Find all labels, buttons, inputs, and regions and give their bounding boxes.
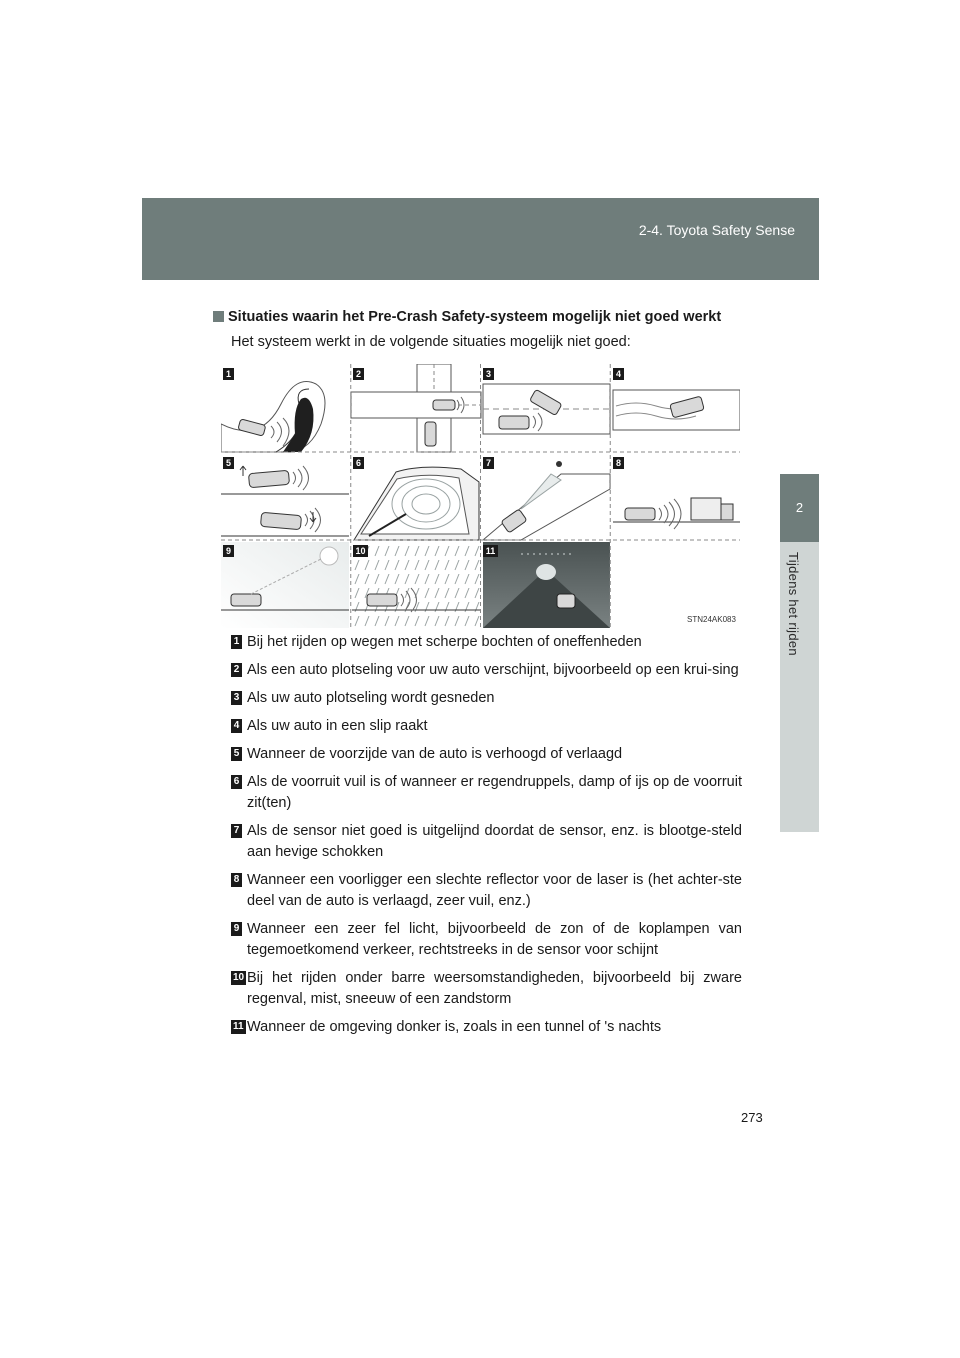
item-number-badge: 9 xyxy=(231,922,242,936)
list-item xyxy=(231,968,742,1010)
list-item xyxy=(231,744,742,765)
panel-11 xyxy=(483,542,610,628)
item-text: Als de sensor niet goed is uitgelijnd doordat de sensor, enz. is blootge-steld aan hevige schokken xyxy=(247,823,742,860)
item-text: Wanneer de voorzijde van de auto is verhoogd of verlaagd xyxy=(247,746,623,762)
item-text: Wanneer de omgeving donker is, zoals in een tunnel of 's nachts xyxy=(247,1019,662,1035)
list-item xyxy=(231,688,742,709)
item-number-badge: 3 xyxy=(231,691,242,705)
panel-5 xyxy=(221,466,349,536)
square-bullet-icon xyxy=(213,311,224,322)
panel-label-1: 1 xyxy=(225,369,232,379)
item-text: Wanneer een zeer fel licht, bijvoorbeeld de zon of de koplampen van tegemoetkomend verkeer, rechtstreeks in de sensor voor schijnt xyxy=(247,921,742,958)
chapter-tab-number xyxy=(780,474,819,542)
list-item xyxy=(231,821,742,863)
panel-2 xyxy=(351,364,481,452)
item-text: Als uw auto plotseling wordt gesneden xyxy=(247,690,495,706)
section-title-text: Situaties waarin het Pre-Crash Safety-systeem mogelijk niet goed werkt xyxy=(228,309,722,325)
item-number-badge: 7 xyxy=(231,824,242,838)
item-text: Wanneer een voorligger een slechte reflector voor de laser is (het achter-ste deel van de auto is verlaagd, zeer vuil, enz.) xyxy=(247,872,742,909)
panel-9 xyxy=(221,542,349,628)
panel-label-2: 2 xyxy=(355,369,362,379)
panel-label-11: 11 xyxy=(485,546,496,556)
chapter-title: Tijdens het rijden xyxy=(786,552,801,656)
list-item xyxy=(231,870,742,912)
item-text: Bij het rijden onder barre weersomstandigheden, bijvoorbeeld bij zware regenval, mist, sneeuw of een zandstorm xyxy=(247,970,742,1007)
panel-label-7: 7 xyxy=(485,458,492,468)
list-item xyxy=(231,1017,742,1038)
panel-label-10: 10 xyxy=(355,546,366,556)
item-text: Als een auto plotseling voor uw auto verschijnt, bijvoorbeeld op een krui-sing xyxy=(247,662,739,678)
panel-3 xyxy=(483,384,610,434)
panel-10 xyxy=(352,542,480,628)
panel-label-4: 4 xyxy=(615,369,622,379)
section-header-title: 2-4. Toyota Safety Sense xyxy=(638,222,795,238)
item-number-badge: 2 xyxy=(231,663,242,677)
chapter-number: 2 xyxy=(795,500,804,515)
list-item xyxy=(231,632,742,653)
item-number-badge: 5 xyxy=(231,747,242,761)
item-text: Bij het rijden op wegen met scherpe bochten of oneffenheden xyxy=(247,634,642,650)
panel-label-6: 6 xyxy=(355,458,362,468)
list-item xyxy=(231,919,742,961)
panel-label-3: 3 xyxy=(485,369,492,379)
panel-4 xyxy=(613,390,740,430)
list-item xyxy=(231,660,742,681)
panel-label-9: 9 xyxy=(225,546,232,556)
item-number-badge: 10 xyxy=(233,972,245,983)
item-text: Als de voorruit vuil is of wanneer er regendruppels, damp of ijs op de voorruit zit(ten) xyxy=(247,774,742,811)
situation-list xyxy=(231,632,742,1045)
panel-1 xyxy=(221,382,325,453)
page-number: 273 xyxy=(741,1110,763,1125)
section-intro: Het systeem werkt in de volgende situaties mogelijk niet goed: xyxy=(231,334,631,350)
list-item xyxy=(231,772,742,814)
panel-7 xyxy=(483,461,610,540)
item-number-badge: 11 xyxy=(233,1021,244,1032)
item-number-badge: 4 xyxy=(231,719,242,733)
panel-8 xyxy=(613,498,740,529)
item-number-badge: 8 xyxy=(231,873,242,887)
section-title xyxy=(213,309,721,325)
situations-illustration xyxy=(221,364,740,628)
item-number-badge: 6 xyxy=(231,775,242,789)
list-item xyxy=(231,716,742,737)
panel-label-5: 5 xyxy=(225,458,232,468)
item-text: Als uw auto in een slip raakt xyxy=(247,718,428,734)
panel-label-8: 8 xyxy=(615,458,622,468)
panel-6 xyxy=(354,467,479,540)
item-number-badge: 1 xyxy=(231,635,242,649)
section-header-bar xyxy=(142,198,819,280)
figure-code: STN24AK083 xyxy=(687,615,736,624)
chapter-tab xyxy=(780,542,819,832)
